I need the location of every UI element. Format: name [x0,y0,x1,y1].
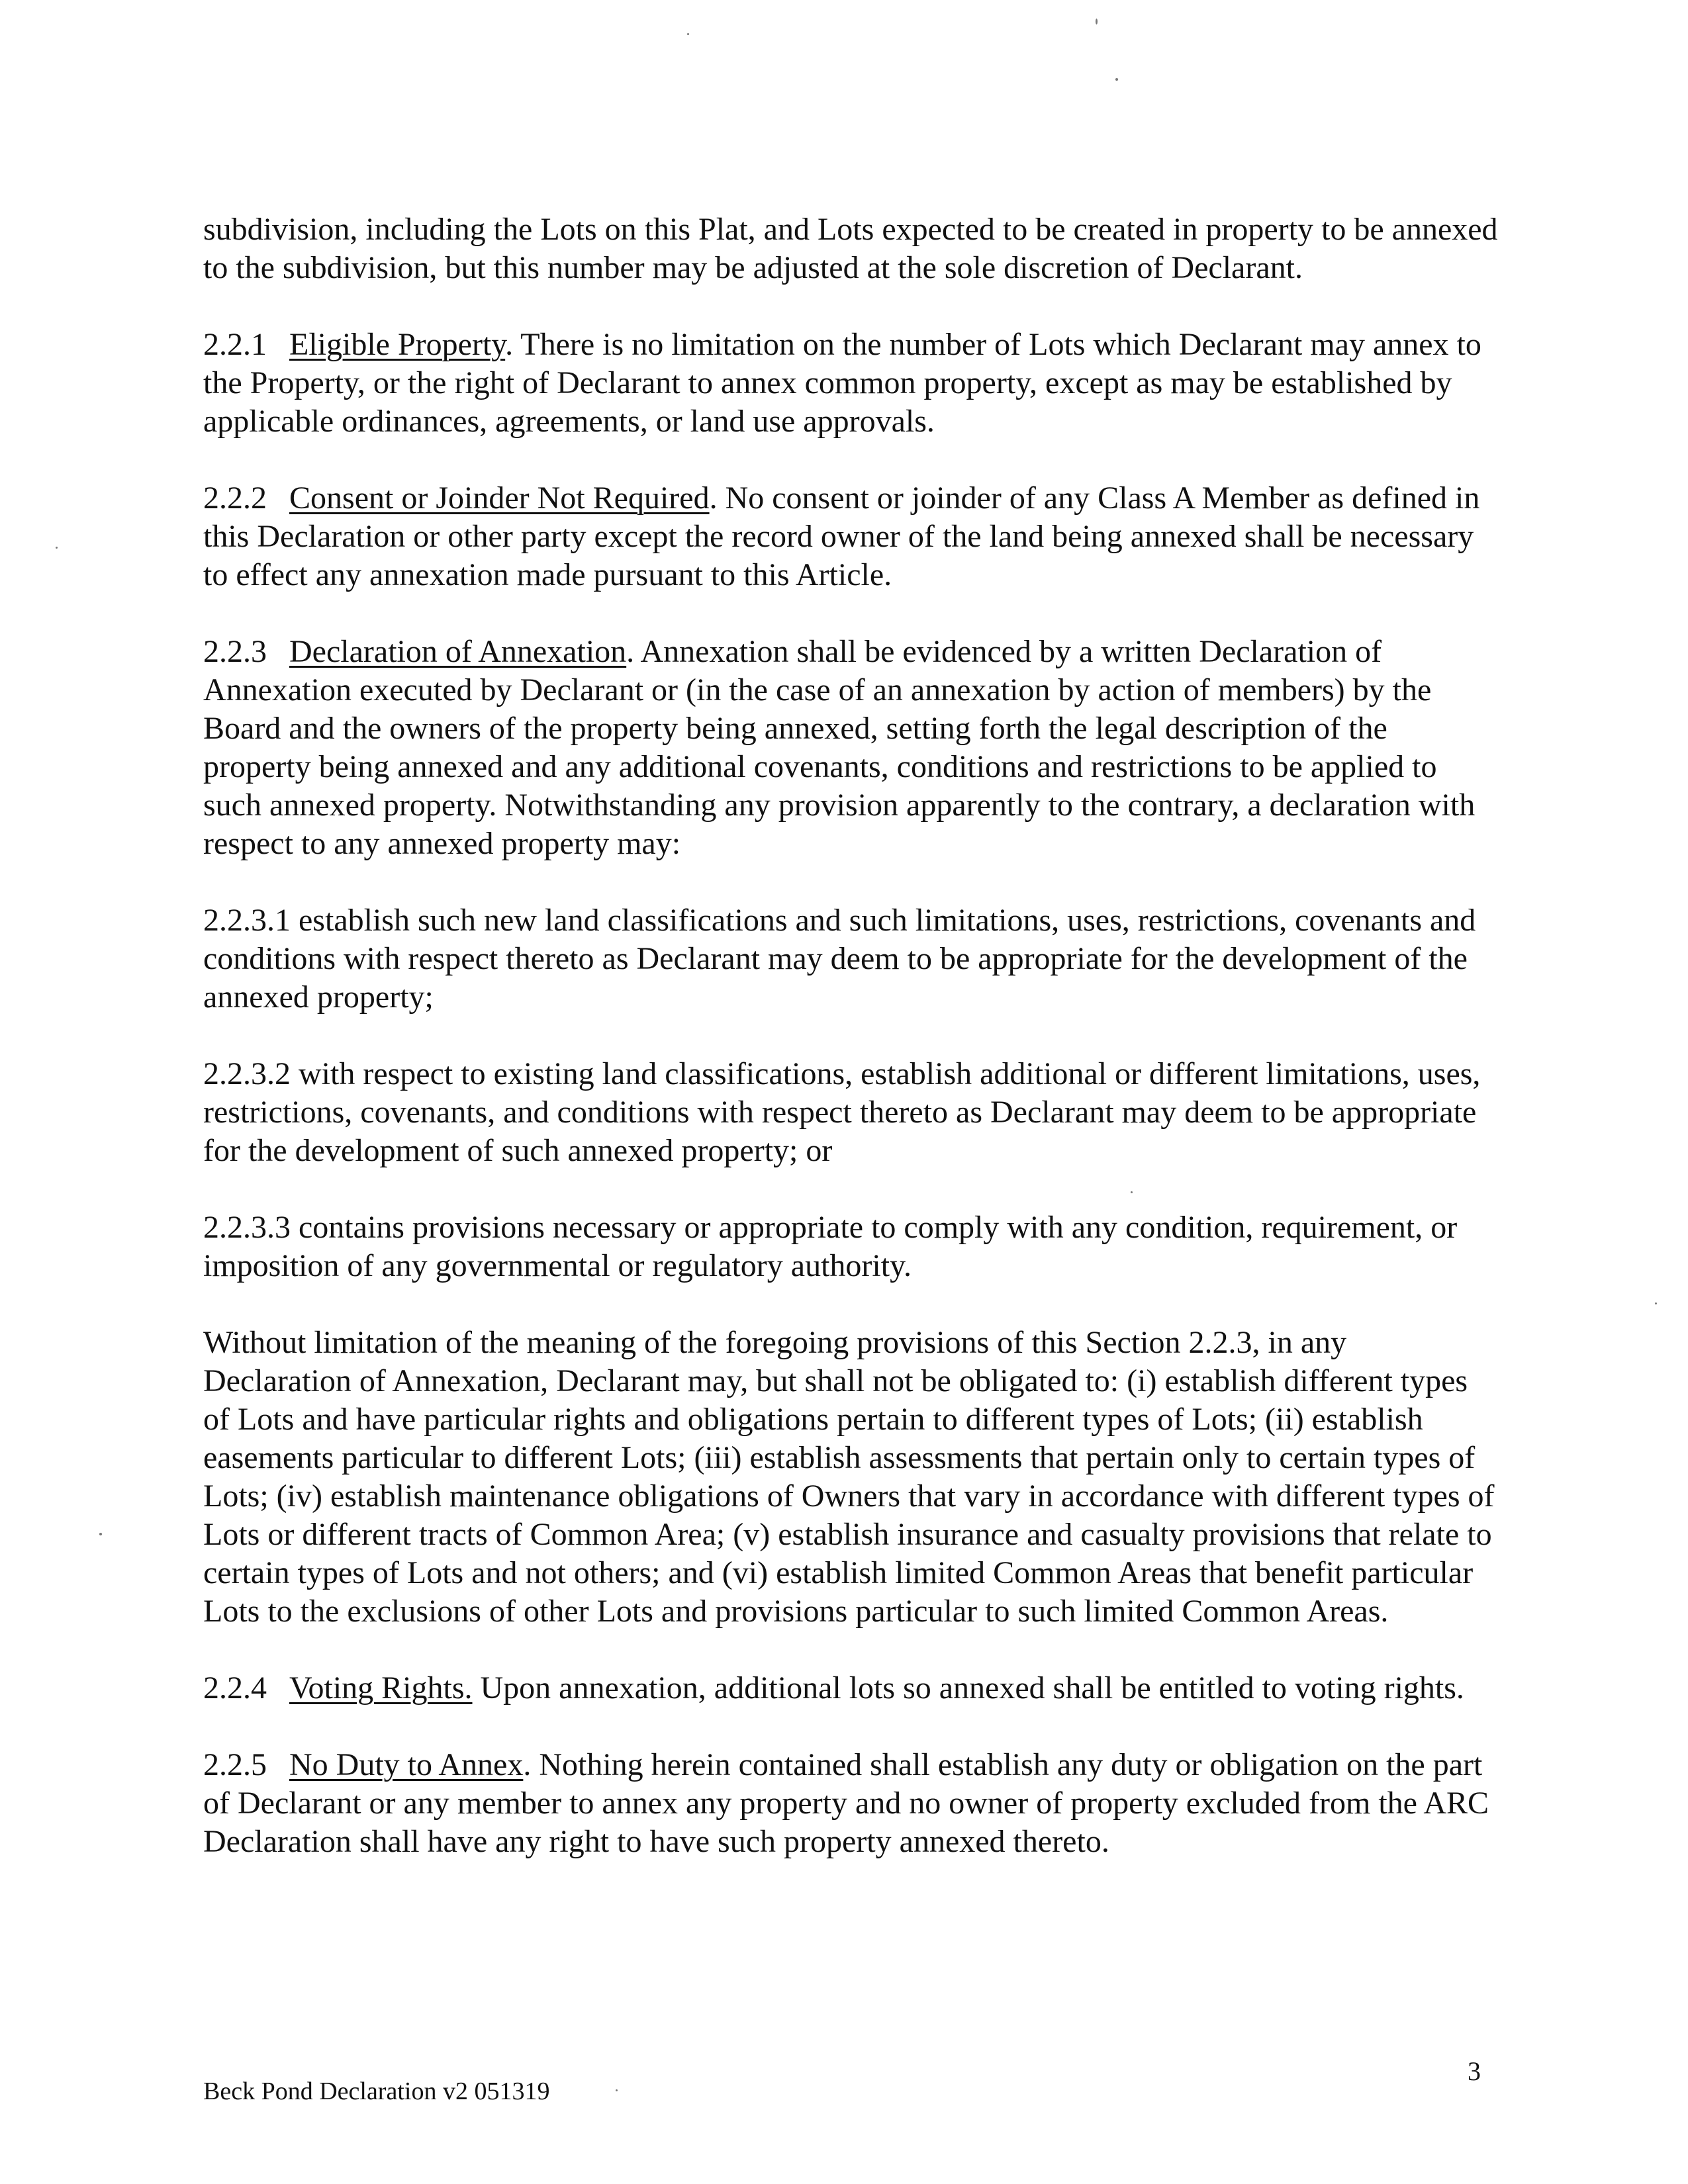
section-heading: Declaration of Annexation [289,634,627,669]
section-heading: Voting Rights. [289,1670,473,1706]
section-heading: Eligible Property [289,327,506,362]
section-2-2-3-1 [203,901,1501,1017]
section-2-2-3 [203,633,1501,863]
section-number: 2.2.2 [203,480,267,516]
section-2-2-3-3 [203,1208,1501,1285]
paragraph-subdivision-continuation [203,210,1501,287]
page-number: 3 [1468,2056,1481,2086]
document-body [203,210,1501,1861]
section-text: . There is no limitation on the number of Lots which Declarant may annex to the Property, or the right of Declarant to annex common property, except as may be established by applicable ordinances, agreements, or land use approvals. [203,327,1481,439]
scan-speck [687,33,689,35]
scan-speck [56,547,58,549]
section-text: . Annexation shall be evidenced by a written Declaration of Annexation executed by Declarant or (in the case of an annexation by action of members) by the Board and the owners of the property being annexed, setting forth the legal description of the property being annexed and any additional covenants, conditions and restrictions to be applied to such annexed property. Notwithstanding any provision apparently to the contrary, a declaration with respect to any annexed property may: [203,634,1476,861]
section-number: 2.2.5 [203,1747,267,1782]
section-heading: No Duty to Annex [289,1747,524,1782]
section-text: . No consent or joinder of any Class A Member as defined in this Declaration or other party except the record owner of the land being annexed shall be necessary to effect any annexation made pursuant to this Article. [203,480,1480,592]
section-text: Upon annexation, additional lots so annexed shall be entitled to voting rights. [472,1670,1464,1706]
scan-speck [616,2089,618,2091]
paragraph-text: Without limitation of the meaning of the foregoing provisions of this Section 2.2.3, in any Declaration of Annexation, Declarant may, but shall not be obligated to: (i) establish different types of Lots and have particular rights and obligations pertain to different types of Lots; (ii) establish easements particular to different Lots; (iii) establish assessments that pertain only to certain types of Lots; (iv) establish maintenance obligations of Owners that vary in accordance with different types of Lots or different tracts of Common Area; (v) establish insurance and casualty provisions that relate to certain types of Lots and not others; and (vi) establish limited Common Areas that benefit particular Lots to the exclusions of other Lots and provisions particular to such limited Common Areas. [203,1325,1495,1629]
footer-document-id: Beck Pond Declaration v2 051319 [203,2077,550,2105]
paragraph-without-limitation [203,1324,1501,1631]
paragraph-text: 2.2.3.3 contains provisions necessary or appropriate to comply with any condition, requirement, or imposition of any governmental or regulatory authority. [203,1210,1458,1283]
paragraph-text: subdivision, including the Lots on this Plat, and Lots expected to be created in property to be annexed to the subdivision, but this number may be adjusted at the sole discretion of Declarant. [203,212,1498,285]
section-text: . Nothing herein contained shall establish any duty or obligation on the part of Declarant or any member to annex any property and no owner of property excluded from the ARC Declaration shall have any right to have such property annexed thereto. [203,1747,1489,1859]
scan-speck [1655,1302,1657,1304]
section-number: 2.2.1 [203,327,267,362]
section-2-2-2 [203,479,1501,594]
scan-speck [1115,78,1118,81]
section-number: 2.2.3 [203,634,267,669]
scan-speck [1131,1191,1133,1193]
section-2-2-1 [203,326,1501,441]
paragraph-text: 2.2.3.2 with respect to existing land classifications, establish additional or different limitations, uses, restrictions, covenants, and conditions with respect thereto as Declarant may deem to be appropriate for the development of such annexed property; or [203,1056,1481,1168]
section-2-2-5 [203,1746,1501,1861]
section-2-2-4 [203,1669,1501,1707]
section-number: 2.2.4 [203,1670,267,1706]
section-heading: Consent or Joinder Not Required [289,480,710,516]
scan-speck [1096,19,1098,24]
scan-speck [99,1533,102,1535]
section-2-2-3-2 [203,1055,1501,1170]
paragraph-text: 2.2.3.1 establish such new land classifications and such limitations, uses, restrictions, covenants and conditions with respect thereto as Declarant may deem to be appropriate for the development of the annexed property; [203,903,1476,1015]
